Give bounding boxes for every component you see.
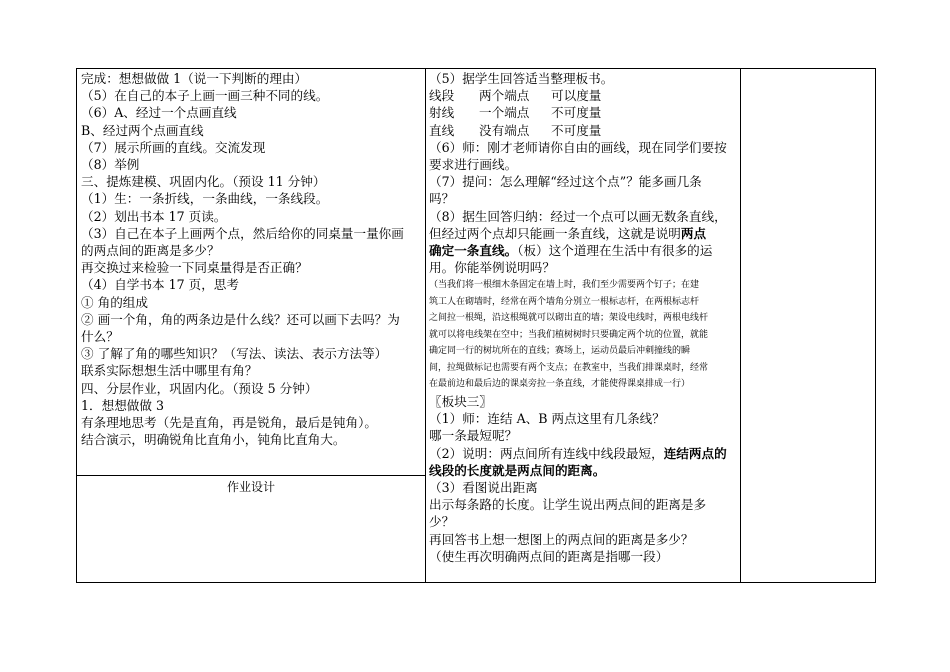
bold-text-run: 连结两点的 [663, 445, 727, 461]
middle-line: 线段的长度就是两点间的距离。 [429, 462, 606, 478]
middle-line: 吗？ [429, 191, 455, 207]
left-line: B、经过两个点画直线 [81, 122, 204, 138]
bold-text-run: 两点 [680, 225, 707, 241]
board-row [429, 87, 738, 104]
table-border-right [875, 68, 876, 583]
note-line: 在最前边和最后边的课桌旁拉一条直线，才能使得课桌排成一行） [429, 379, 691, 390]
middle-line: 用。你能举例说明吗？ [429, 260, 555, 276]
column-divider-1 [425, 68, 426, 583]
middle-line: 哪一条最短呢？ [429, 428, 518, 444]
note-line: 确定同一行的树坑所在的直线；赛场上，运动员最后冲刺撞线的瞬 [429, 346, 691, 357]
middle-line: 出示每条路的长度。让学生说出两点间的距离是多 [429, 497, 707, 513]
middle-content-cell [429, 70, 738, 565]
middle-line: 少？ [429, 514, 455, 530]
left-line: ① 角的组成 [81, 294, 148, 310]
board-cell: 线段 [429, 88, 455, 104]
homework-cell [77, 479, 425, 496]
left-line: （2）划出书本 17 页读。 [81, 208, 227, 224]
left-line: 1．想想做做 3 [81, 397, 164, 413]
middle-line: （8）据生回答归纳：经过一个点可以画无数条直线， [429, 208, 727, 224]
note-line: 就可以将电线架在空中；当我们植树树时只要确定两个坑的位置，就能 [429, 329, 709, 340]
middle-line [429, 445, 738, 462]
left-line: （1）生：一条折线，一条曲线，一条线段。 [81, 191, 329, 207]
left-line: 有条理地思考（先是直角，再是锐角，最后是钝角）。 [81, 415, 377, 431]
left-line: 结合演示，明确锐角比直角小，钝角比直角大。 [81, 432, 346, 448]
board-cell: 不可度量 [551, 122, 602, 138]
left-line: （8）举例 [81, 157, 140, 173]
left-line: （6）A、经过一个点画直线 [81, 105, 237, 121]
text-run: （2）说明：两点间所有连线中线段最短， [429, 445, 664, 461]
left-line: ② 画一个角，角的两条边是什么线？还可以画下去吗？为 [81, 311, 400, 327]
left-line: 联系实际想想生活中哪里有角？ [81, 363, 258, 379]
middle-line: 再回答书上想一想图上的两点间的距离是多少？ [429, 531, 694, 547]
board-row [429, 104, 738, 121]
left-line: 完成：想想做做 1（说一下判断的理由） [81, 71, 308, 86]
example-notes [429, 277, 738, 393]
note-line: 之间拉一根绳，沿这根绳就可以砌出直的墙；架设电线时，两根电线杆 [429, 313, 709, 324]
middle-line: （7）提问：怎么理解“经过这个点”？能多画几条 [429, 174, 702, 190]
table-border-left [76, 68, 77, 583]
middle-line [429, 225, 738, 242]
note-line: 间，拉绳做标记也需要有两个支点；在教室中，当我们排课桌时，经常 [429, 362, 709, 373]
block-title: 〖板块三〗 [429, 393, 492, 409]
left-content-cell [81, 70, 423, 448]
middle-line: （6）师：刚才老师请你自由的画线，现在同学们要按 [429, 139, 727, 155]
bold-text-run: 确定一条直线。 [429, 243, 518, 259]
left-line: 什么？ [81, 329, 119, 345]
middle-line: 要求进行画线。 [429, 157, 518, 173]
board-cell: 射线 [429, 105, 455, 121]
board-cell: 可以度量 [551, 88, 602, 104]
middle-line: （5）据学生回答适当整理板书。 [429, 71, 614, 86]
board-row [429, 122, 738, 139]
left-line: （4）自学书本 17 页，思考 [81, 277, 239, 293]
left-line: （3）自己在本子上画两个点，然后给你的同桌量一量你画 [81, 225, 404, 241]
left-line: 的两点间的距离是多少？ [81, 243, 220, 259]
note-line: 筑工人在砌墙时，经常在两个墙角分别立一根标志杆，在两根标志杆 [429, 296, 700, 307]
middle-line: （3）看图说出距离 [429, 479, 538, 495]
left-line: （7）展示所画的直线。交流发现 [81, 139, 266, 155]
left-line: ③ 了解了角的哪些知识？（写法、读法、表示方法等） [81, 346, 388, 362]
board-summary-table [429, 87, 738, 139]
board-cell: 两个端点 [479, 88, 530, 104]
note-line: （当我们将一根细木条固定在墙上时，我们至少需要两个钉子；在建 [429, 280, 700, 291]
board-cell: 直线 [429, 122, 455, 138]
left-line: 三、提炼建模、巩固内化。（预设 11 分钟） [81, 174, 326, 190]
text-run: 但经过两个点却只能画一条直线，这就是说明 [429, 225, 681, 241]
left-line: 四、分层作业，巩固内化。（预设 5 分钟） [81, 380, 318, 396]
row-divider-homework [76, 475, 426, 476]
board-cell: 不可度量 [551, 105, 602, 121]
lesson-plan-table [76, 68, 876, 583]
middle-line: （使生再次明确两点间的距离是指哪一段） [429, 548, 669, 564]
homework-header: 作业设计 [226, 480, 275, 494]
left-line: （5）在自己的本子上画一画三种不同的线。 [81, 88, 329, 104]
middle-line: （1）师：连结 A、B 两点这里有几条线？ [429, 411, 665, 427]
board-cell: 没有端点 [479, 122, 530, 138]
middle-line [429, 242, 738, 259]
left-line: 再交换过来检验一下同桌量得是否正确？ [81, 260, 308, 276]
text-run: （板）这个道理在生活中有很多的运 [517, 243, 713, 259]
table-border-bottom [76, 582, 876, 583]
right-empty-cell [741, 69, 875, 582]
board-cell: 一个端点 [479, 105, 530, 121]
